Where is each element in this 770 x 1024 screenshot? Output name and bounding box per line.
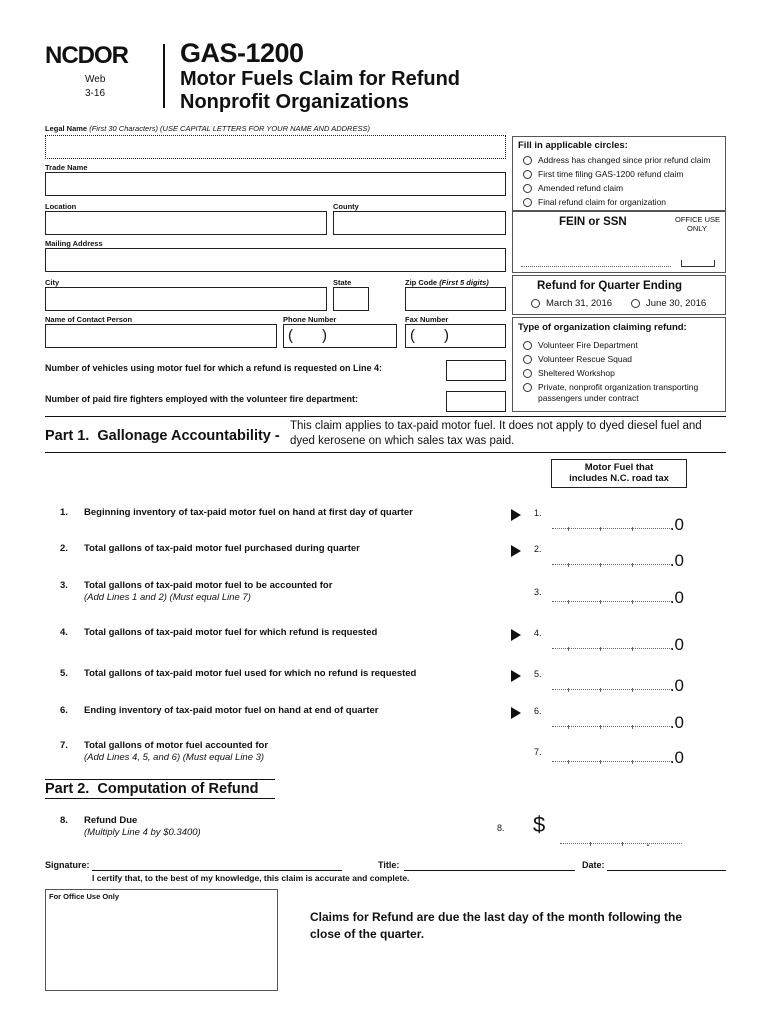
line8-text: Refund Due: [84, 815, 138, 826]
refund-due-field[interactable]: .: [560, 838, 682, 844]
line-number: 6.: [60, 705, 68, 716]
zip-label: Zip Code (First 5 digits): [405, 278, 489, 287]
line8-sub: (Multiply Line 4 by $0.3400): [84, 827, 201, 838]
gallons-field[interactable]: [552, 633, 684, 655]
fax-area-open: (: [410, 327, 415, 344]
office-use-line2: ONLY: [687, 224, 707, 233]
part1-rule: [45, 416, 726, 417]
column-header-line2: includes N.C. road tax: [569, 473, 669, 484]
org-option-transport[interactable]: Private, nonprofit organization transporting: [523, 380, 698, 394]
mailing-address-field[interactable]: [45, 248, 506, 272]
line-text: Beginning inventory of tax-paid motor fuel on hand at first day of quarter: [84, 507, 413, 518]
firefighters-field[interactable]: [446, 391, 506, 412]
line-subtext: (Add Lines 4, 5, and 6) (Must equal Line 3): [84, 752, 265, 763]
phone-area-open: (: [288, 327, 293, 344]
quarter-title: Refund for Quarter Ending: [537, 280, 683, 292]
decimal-zero: .0: [669, 588, 684, 607]
quarter-option-march[interactable]: March 31, 2016: [531, 297, 612, 311]
decimal-zero: .0: [669, 515, 684, 534]
quarter-option-june[interactable]: June 30, 2016: [631, 297, 706, 311]
gallons-field[interactable]: [552, 674, 684, 696]
location-label: Location: [45, 202, 77, 211]
part2-title: Part 2. Computation of Refund: [45, 781, 259, 797]
vehicles-field[interactable]: [446, 360, 506, 381]
city-label: City: [45, 278, 60, 287]
fein-box[interactable]: [512, 211, 726, 273]
applicable-option-final[interactable]: Final refund claim for organization: [523, 195, 666, 209]
org-option-rescue[interactable]: Volunteer Rescue Squad: [523, 352, 632, 366]
line-number: 3.: [60, 580, 68, 591]
line-text: Total gallons of tax-paid motor fuel to be accounted for: [84, 580, 333, 591]
header-divider: [163, 44, 165, 108]
firefighters-question: Number of paid fire fighters employed with the volunteer fire department:: [45, 394, 359, 404]
due-notice-line2: close of the quarter.: [310, 927, 425, 941]
certify-text: I certify that, to the best of my knowledge, this claim is accurate and complete.: [92, 873, 410, 883]
fein-entry-line: [521, 266, 671, 267]
date-label: Date:: [582, 860, 605, 870]
applicable-title: Fill in applicable circles:: [518, 140, 628, 151]
line-text: Total gallons of tax-paid motor fuel for which refund is requested: [84, 627, 378, 638]
line-text: Total gallons of tax-paid motor fuel purchased during quarter: [84, 543, 360, 554]
applicable-option-first-time[interactable]: First time filing GAS-1200 refund claim: [523, 167, 684, 181]
vehicles-question: Number of vehicles using motor fuel for which a refund is requested on Line 4:: [45, 363, 383, 373]
applicable-option-address[interactable]: Address has changed since prior refund claim: [523, 153, 710, 167]
line8-number: 8.: [60, 815, 68, 826]
revision-label: 3-16: [85, 88, 106, 99]
line-reference: 2.: [534, 544, 542, 554]
city-field[interactable]: [45, 287, 327, 311]
due-notice-line1: Claims for Refund are due the last day of the month following the: [310, 910, 683, 924]
phone-label: Phone Number: [283, 315, 337, 324]
county-field[interactable]: [333, 211, 506, 235]
arrow-icon: [511, 670, 521, 682]
arrow-icon: [511, 707, 521, 719]
org-option-fire[interactable]: Volunteer Fire Department: [523, 338, 638, 352]
line-number: 2.: [60, 543, 68, 554]
signature-line[interactable]: [92, 870, 342, 871]
date-line[interactable]: [607, 870, 726, 871]
arrow-icon: [511, 629, 521, 641]
trade-name-field[interactable]: [45, 172, 506, 196]
office-use-box: [45, 889, 278, 991]
gallons-field[interactable]: [552, 513, 684, 535]
dollar-sign: $: [533, 812, 546, 837]
gallons-field[interactable]: [552, 711, 684, 733]
line-reference: 1.: [534, 508, 542, 518]
org-type-title: Type of organization claiming refund:: [518, 322, 687, 333]
part1-note-line2: dyed kerosene on which sales tax was paid.: [290, 435, 515, 447]
office-use-label: For Office Use Only: [49, 892, 120, 901]
line-reference: 7.: [534, 747, 542, 757]
column-header: [551, 459, 687, 488]
line-text: Total gallons of motor fuel accounted for: [84, 740, 269, 751]
line-reference: 3.: [534, 587, 542, 597]
gallons-field[interactable]: [552, 746, 684, 768]
county-label: County: [333, 202, 359, 211]
trade-name-label: Trade Name: [45, 163, 88, 172]
arrow-icon: [511, 545, 521, 557]
applicable-option-amended[interactable]: Amended refund claim: [523, 181, 623, 195]
applicable-circles-box: [512, 136, 726, 211]
line-number: 4.: [60, 627, 68, 638]
legal-name-label: Legal Name (First 30 Characters) (USE CAPITAL LETTERS FOR YOUR NAME AND ADDRESS): [45, 124, 370, 133]
web-label: Web: [85, 74, 106, 85]
fax-label: Fax Number: [405, 315, 449, 324]
part1-bottom-rule: [45, 452, 726, 453]
decimal-zero: .0: [669, 676, 684, 695]
contact-label: Name of Contact Person: [45, 315, 133, 324]
title-label: Title:: [378, 860, 400, 870]
fax-field[interactable]: [405, 324, 506, 348]
org-option-workshop[interactable]: Sheltered Workshop: [523, 366, 615, 380]
part1-note-line1: This claim applies to tax-paid motor fuel. It does not apply to dyed diesel fuel and: [290, 420, 702, 432]
office-use-line1: OFFICE USE: [675, 215, 721, 224]
gallons-field[interactable]: [552, 586, 684, 608]
mailing-address-label: Mailing Address: [45, 239, 103, 248]
column-header-line1: Motor Fuel that: [584, 462, 654, 473]
org-type-box: [512, 317, 726, 412]
part1-title: Part 1. Gallonage Accountability -: [45, 428, 284, 444]
decimal-zero: .0: [669, 635, 684, 654]
signature-label: Signature:: [45, 860, 90, 870]
contact-field[interactable]: [45, 324, 277, 348]
line-reference: 4.: [534, 628, 542, 638]
line-reference: 5.: [534, 669, 542, 679]
line-number: 1.: [60, 507, 68, 518]
form-number: GAS-1200: [180, 38, 304, 68]
legal-name-field[interactable]: [45, 135, 506, 159]
arrow-icon: [511, 509, 521, 521]
zip-field[interactable]: [405, 287, 506, 311]
quarter-box: [512, 275, 726, 315]
gallons-field[interactable]: [552, 549, 684, 571]
part2-rule: [45, 779, 275, 780]
part2-bottom-rule: [45, 798, 275, 799]
fein-label: FEIN or SSN: [559, 216, 627, 228]
title-line[interactable]: [404, 870, 575, 871]
line-number: 5.: [60, 668, 68, 679]
decimal-zero: .0: [669, 551, 684, 570]
state-field[interactable]: [333, 287, 369, 311]
decimal-zero: .0: [669, 748, 684, 767]
form-title-line1: Motor Fuels Claim for Refund: [180, 68, 460, 90]
office-use-entry: [681, 260, 715, 267]
decimal-zero: .0: [669, 713, 684, 732]
line-text: Ending inventory of tax-paid motor fuel on hand at end of quarter: [84, 705, 379, 716]
line-number: 7.: [60, 740, 68, 751]
location-field[interactable]: [45, 211, 327, 235]
phone-field[interactable]: [283, 324, 397, 348]
org-option-transport-line2: passengers under contract: [538, 393, 639, 403]
line-text: Total gallons of tax-paid motor fuel used for which no refund is requested: [84, 668, 417, 679]
phone-area-close: ): [322, 327, 327, 344]
ncdor-logo: NCDOR: [45, 42, 128, 69]
fax-area-close: ): [444, 327, 449, 344]
line-subtext: (Add Lines 1 and 2) (Must equal Line 7): [84, 592, 251, 603]
line-reference: 6.: [534, 706, 542, 716]
state-label: State: [333, 278, 352, 287]
line8-ref: 8.: [497, 823, 505, 833]
form-title-line2: Nonprofit Organizations: [180, 91, 409, 113]
